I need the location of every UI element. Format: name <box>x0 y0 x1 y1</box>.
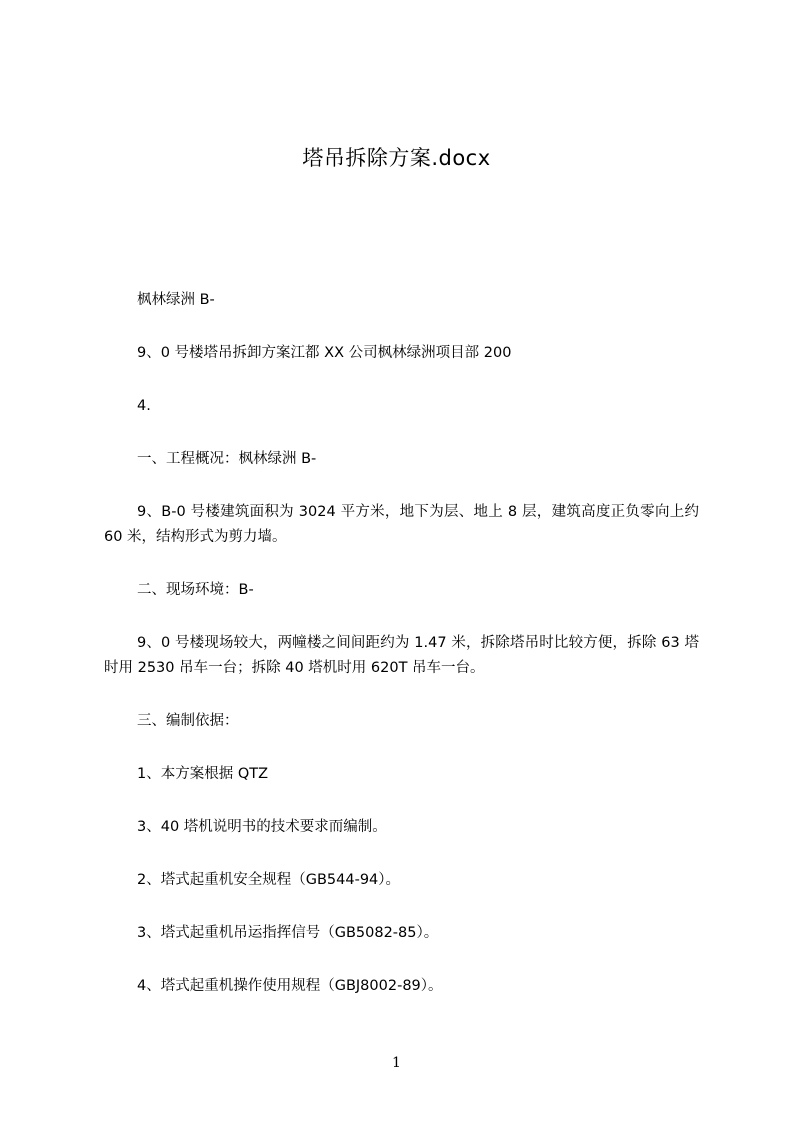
list-item-basis: 2、塔式起重机安全规程（GB544-94）。 <box>137 872 401 888</box>
paragraph-overview-body: 9、B-0 号楼建筑面积为 3024 平方米，地下为层、地上 8 层，建筑高度正负零向上约 60 米，结构形式为剪力墙。 <box>104 504 699 545</box>
list-item-basis: 3、40 塔机说明书的技术要求而编制。 <box>137 819 387 835</box>
list-item-basis: 3、塔式起重机吊运指挥信号（GB5082-85）。 <box>137 925 439 941</box>
document-title: 塔吊拆除方案.docx <box>302 146 491 170</box>
list-item-basis: 1、本方案根据 QTZ <box>137 766 269 782</box>
paragraph-project-name: 枫林绿洲 B- <box>137 292 215 308</box>
section-heading-site: 二、现场环境：B- <box>137 582 254 598</box>
list-item-basis: 4、塔式起重机操作使用规程（GBJ8002-89）。 <box>137 978 443 994</box>
section-heading-basis: 三、编制依据： <box>137 713 239 729</box>
paragraph-plan-title: 9、0 号楼塔吊拆卸方案江都 XX 公司枫林绿洲项目部 200 <box>137 345 512 361</box>
paragraph-year-suffix: 4. <box>137 398 151 414</box>
page-number: 1 <box>392 1055 401 1071</box>
section-heading-overview: 一、工程概况：枫林绿洲 B- <box>137 451 317 467</box>
paragraph-site-body: 9、0 号楼现场较大，两幢楼之间间距约为 1.47 米，拆除塔吊时比较方便，拆除 63 塔时用 2530 吊车一台；拆除 40 塔机时用 620T 吊车一台。 <box>104 635 699 676</box>
document-body <box>104 288 699 1027</box>
